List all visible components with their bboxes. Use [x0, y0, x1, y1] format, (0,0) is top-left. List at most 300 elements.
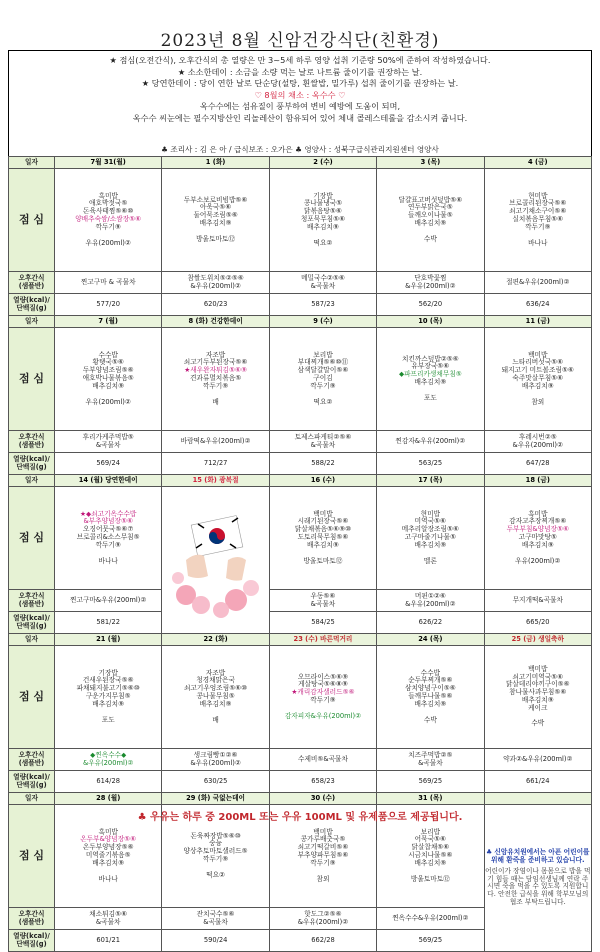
intro-desc-1: 옥수수에는 섬유질이 풍부하여 변비 예방에 도움이 되며, — [199, 101, 401, 111]
day-label: 14 (월) 당연한데이 — [78, 475, 138, 484]
menu-item: 순두부찌개⑤⑥ — [408, 676, 453, 685]
kcal-protein-cell: 647/28 — [484, 453, 591, 475]
menu-item: 메추리알장조림⑤⑥ — [401, 525, 459, 534]
menu-item: 온두부&양념장⑤⑥ — [80, 835, 137, 844]
snack-text: 우동⑤⑥ &곡물차 — [310, 591, 336, 608]
lunch-cell — [162, 169, 269, 272]
menu-item: 구이김 — [313, 374, 333, 383]
menu-item: 배추김치⑨ — [92, 381, 125, 390]
row-label-kcal: 열량(kcal)/ 단백질(g) — [9, 453, 55, 475]
menu-item: 수박 — [423, 715, 437, 724]
menu-item: 미역줄기볶음⑤ — [85, 851, 131, 860]
menu-item: 콩나물무침⑤ — [196, 692, 235, 701]
day-header — [162, 316, 269, 328]
day-label: 22 (화) — [203, 634, 228, 643]
snack-text: 참쌀도위치⑤②⑤⑥ &우유(200ml)② — [187, 273, 244, 290]
lunch-cell — [162, 328, 269, 431]
snack-cell — [377, 908, 484, 930]
menu-item: 현미밥 — [528, 191, 548, 200]
menu-item: 돼지고기 미트볼조림⑤⑥ — [501, 366, 574, 375]
snack-text: 찐고구마&우유(200ml)② — [70, 595, 147, 604]
menu-item: 우유(200ml)② — [85, 397, 131, 406]
menu-item: 참나물사과무침⑤⑥ — [509, 688, 567, 697]
menu-item: 들깨무나물⑤⑥ — [408, 692, 453, 701]
menu-item: 애호박나물볶음⑤ — [82, 374, 134, 383]
day-header — [55, 316, 162, 328]
menu-item: 수박 — [423, 234, 437, 243]
menu-item: 온두부양념장⑤⑥ — [82, 843, 134, 852]
snack-text: 찐감자&우유(200ml)② — [395, 436, 466, 445]
menu-item: 두부소보로비빔밥⑤⑥ — [183, 195, 248, 204]
menu-item: 애호박젓국⑤ — [89, 199, 128, 208]
menu-item: 떡요② — [206, 870, 226, 879]
menu-item: 깍두기⑨ — [95, 222, 121, 231]
row-label-kcal: 열량(kcal)/ 단백질(g) — [9, 930, 55, 952]
menu-item: 방울토마토⑫ — [410, 874, 450, 883]
snack-text: 후레시번②⑤ &우유(200ml)② — [512, 432, 564, 449]
menu-item: ◆파프리카생채무침⑤ — [398, 370, 462, 379]
row-label-kcal: 열량(kcal)/ 단백질(g) — [9, 294, 55, 316]
kcal-protein-cell: 636/24 — [484, 294, 591, 316]
lunch-cell — [55, 487, 162, 590]
menu-item: 숙주맛살무침⑤⑥ — [512, 374, 564, 383]
kcal-protein-cell: 584/25 — [269, 612, 376, 634]
menu-item: 방울토마토⑫ — [303, 556, 343, 565]
day-label: 29 (화) 국없는데이 — [186, 793, 245, 802]
day-header — [269, 634, 376, 646]
day-label: 9 (수) — [313, 316, 333, 325]
snack-cell — [377, 272, 484, 294]
lunch-cell — [484, 646, 591, 749]
day-header — [484, 316, 591, 328]
menu-item: 도토리묵무침⑤⑥ — [297, 533, 349, 542]
menu-item: 파채돼지불고기⑤⑥⑩ — [76, 684, 140, 693]
day-header — [377, 157, 484, 169]
menu-item: 아욱국⑤⑥ — [199, 203, 232, 212]
menu-item: 닭살채볶음⑤⑥⑨⑩ — [294, 525, 352, 534]
snack-text: 절편&우유(200ml)② — [506, 277, 570, 286]
day-label: 3 (목) — [420, 157, 441, 166]
day-header — [269, 316, 376, 328]
menu-item: 실치볶음무침⑤⑥ — [512, 215, 564, 224]
snack-cell — [55, 749, 162, 771]
menu-item: 백미밥 — [313, 827, 333, 836]
menu-item: 부추양파무침⑤⑥ — [297, 851, 349, 860]
lunch-cell — [484, 328, 591, 431]
snack-cell — [162, 908, 269, 930]
menu-item: 쇠고기우엉조림⑤⑥⑩ — [183, 684, 248, 693]
kcal-protein-cell: 620/23 — [162, 294, 269, 316]
milk-footer-note: ♣ 우유는 하루 중 200ML 또는 우유 100ML 및 유제품으로 제공됩니다. — [137, 812, 463, 823]
snack-cell — [269, 908, 376, 930]
menu-item: 들깨오이나물⑤ — [407, 211, 453, 220]
menu-item: 미역국⑤⑥ — [414, 517, 447, 526]
lunch-cell — [55, 169, 162, 272]
day-header — [269, 157, 376, 169]
lunch-cell — [269, 328, 376, 431]
snack-cell — [162, 272, 269, 294]
menu-item: 연두부맑은국⑤ — [407, 203, 453, 212]
snack-text: 약과②&우유(200ml)② — [503, 754, 573, 763]
vegetable-theme: ♡ 8월의 채소 : 옥수수 ♡ — [254, 89, 346, 100]
menu-item: 돈육사태찜⑤⑥⑩ — [83, 207, 134, 216]
menu-item: 청포묵무침⑤⑥ — [300, 215, 346, 224]
snack-cell — [162, 749, 269, 771]
menu-item: 배추김치⑨ — [307, 222, 339, 231]
lunch-cell — [269, 169, 376, 272]
menu-item: 쇠고기채소구이⑤⑥ — [509, 207, 567, 216]
menu-item: 수수밥 — [420, 668, 441, 677]
row-label-snack: 오후간식 (샘플반) — [9, 272, 55, 294]
kcal-protein-cell: 569/25 — [377, 930, 484, 952]
lunch-cell — [377, 328, 484, 431]
menu-item: 깍두기⑨ — [310, 696, 336, 704]
day-label: 1 (화) — [205, 157, 226, 166]
menu-item: 배추김치⑨ — [521, 540, 554, 549]
day-header — [162, 157, 269, 169]
snack-text: 후리가케주먹밥⑤ &곡물차 — [82, 432, 134, 449]
menu-item: 기장밥 — [98, 668, 118, 677]
row-label-lunch: 점 심 — [9, 487, 55, 590]
menu-item: ★◆쇠고기옥수수밥 — [80, 509, 137, 518]
menu-item: 양상추토마토샐러드⑤ — [183, 847, 248, 856]
lunch-cell — [484, 487, 591, 590]
snack-cell — [55, 908, 162, 930]
lunch-cell — [377, 169, 484, 272]
lunch-cell — [269, 646, 376, 749]
menu-item: 수박 — [531, 719, 545, 728]
day-label: 30 (수) — [310, 793, 336, 802]
lunch-cell — [162, 487, 269, 634]
day-header — [484, 634, 591, 646]
menu-item: 콩나물냉국⑤ — [303, 199, 343, 208]
menu-item: 자조밥 — [205, 350, 226, 359]
snack-cell — [55, 272, 162, 294]
kcal-protein-cell: 626/22 — [377, 612, 484, 634]
day-label: 10 (목) — [418, 316, 443, 325]
menu-item: 바나나 — [528, 238, 548, 247]
menu-item: 배추김치⑨ — [199, 699, 232, 708]
menu-item: 느타리버섯국⑤⑥ — [512, 358, 564, 367]
menu-item: 두부양념조림⑤⑥ — [82, 366, 134, 375]
lunch-cell — [377, 646, 484, 749]
menu-item: 깍두기⑨ — [310, 381, 336, 390]
snack-text: 토제스파게티②⑤⑥ &곡물차 — [294, 432, 352, 449]
menu-item: 닭볶음탕⑤⑥ — [304, 207, 342, 216]
row-label-lunch: 점 심 — [9, 646, 55, 749]
menu-item: 어묵국⑤⑥ — [414, 835, 447, 844]
day-label: 8 (화) 건강한데이 — [188, 316, 243, 325]
snack-text: 잔치국수⑤⑥ &곡물차 — [196, 909, 235, 926]
kcal-protein-cell: 581/22 — [55, 612, 162, 634]
menu-item — [377, 868, 483, 876]
day-header — [162, 634, 269, 646]
menu-item: 깍두기⑨ — [202, 855, 229, 863]
menu-item: 우유(200ml)② — [515, 556, 561, 565]
menu-item: 배추김치⑨ — [521, 696, 554, 704]
korean-flag-icon — [166, 500, 266, 620]
row-label-date: 일자 — [9, 793, 55, 805]
menu-item: 견과류멸치볶음⑤ — [189, 374, 242, 383]
menu-item: 백미밥 — [313, 509, 333, 518]
row-label-snack: 오후간식 (샘플반) — [9, 431, 55, 453]
menu-item: 게살탕국⑤⑥⑧⑨ — [298, 680, 348, 689]
menu-item: 배추김치⑨ — [92, 699, 125, 708]
menu-item: 브로콜리된장국⑤⑥ — [509, 199, 567, 208]
lunch-cell — [162, 646, 269, 749]
menu-item: 멜론 — [423, 556, 437, 565]
kcal-protein-cell: 577/20 — [55, 294, 162, 316]
day-label: 7 (월) — [98, 316, 118, 325]
menu-item: 삼치양념구이⑤⑥ — [404, 684, 456, 693]
menu-item: 닭살찹채⑤⑥ — [411, 843, 450, 852]
menu-item: 바나나 — [98, 556, 118, 565]
day-header — [55, 793, 162, 805]
day-header — [269, 475, 376, 487]
day-label: 2 (수) — [313, 157, 333, 166]
menu-item: 케이크 — [528, 703, 548, 712]
day-label: 25 (금) 생일축하 — [511, 634, 564, 643]
snack-text: 무지개떡&곡물차 — [512, 595, 563, 604]
lunch-cell — [377, 487, 484, 590]
day-label: 7월 31(월) — [90, 157, 126, 166]
snack-text: 바람떡&우유(200ml)② — [180, 436, 251, 445]
snack-cell — [55, 431, 162, 453]
menu-item: 부대찌개⑤⑥⑩⑪ — [297, 358, 349, 367]
day-header — [55, 157, 162, 169]
menu-item: 치킨까스덮밥②⑤⑥ — [401, 354, 459, 363]
menu-item: 쇠고기미역국⑤⑥ — [512, 672, 564, 681]
menu-item: 기장밥 — [313, 191, 333, 200]
menu-item: 배추김치⑨ — [199, 219, 232, 227]
day-label: 28 (월) — [96, 793, 121, 802]
menu-item: 현미밥 — [420, 509, 441, 518]
menu-item: 배추김치⑨ — [92, 858, 125, 867]
menu-item: 쇠고기두부된장국⑤⑥ — [183, 358, 248, 367]
liberation-day-illustration — [162, 500, 268, 620]
menu-item: 오징어뭇국⑤⑥⑦ — [83, 525, 134, 534]
menu-item: 보리밥 — [420, 827, 441, 836]
snack-cell — [55, 590, 162, 612]
menu-item: 시금치나물⑤⑥ — [408, 851, 453, 860]
snack-text: 핫도그②⑤⑥ &우유(200ml)② — [297, 909, 349, 926]
page-title: 2023년 8월 신암건강식단(친환경) — [160, 31, 440, 51]
row-label-date: 일자 — [9, 157, 55, 169]
lunch-cell — [55, 646, 162, 749]
snack-cell — [484, 590, 591, 612]
menu-item: 배추김치⑨ — [521, 381, 554, 390]
lunch-cell — [269, 487, 376, 590]
snack-cell — [484, 749, 591, 771]
menu-item: 시래기된장국⑤⑥ — [297, 517, 349, 526]
menu-item: 배추김치⑨ — [414, 540, 447, 549]
menu-item: 배 — [212, 715, 219, 724]
menu-item: 오므라이스⑤⑥⑨ — [297, 672, 349, 681]
kcal-protein-cell: 614/28 — [55, 771, 162, 793]
menu-item: 감자고추장찌개⑤⑥ — [509, 517, 567, 526]
menu-item: 깍두기⑨ — [525, 222, 551, 231]
kcal-protein-cell: 562/20 — [377, 294, 484, 316]
day-header — [377, 475, 484, 487]
day-header — [377, 634, 484, 646]
snack-cell — [377, 749, 484, 771]
menu-item: 배 — [212, 397, 219, 406]
snack-text: 찐옥수수&우유(200ml)② — [392, 913, 469, 922]
intro-desc-2: 옥수수 씨눈에는 필수지방산인 리놀레산이 함유되어 있어 체내 콜레스테롤을 감소시켜 줍니다. — [132, 112, 468, 123]
day-label: 16 (수) — [310, 475, 336, 484]
day-header — [55, 634, 162, 646]
day-label: 4 (금) — [528, 157, 548, 166]
row-label-snack: 오후간식 (샘플반) — [9, 749, 55, 771]
snack-cell — [269, 590, 376, 612]
day-label: 21 (월) — [96, 634, 121, 643]
day-label: 18 (금) — [525, 475, 550, 484]
menu-item: 백미밥 — [528, 350, 548, 359]
menu-item: &부추양념장⑤⑥ — [83, 517, 133, 526]
snack-text: 메밀국수②⑤⑥ &곡물차 — [301, 273, 345, 290]
menu-item: 배추김치⑨ — [307, 540, 339, 549]
day-label: 11 (금) — [525, 316, 550, 325]
row-label-lunch: 점 심 — [9, 328, 55, 431]
kcal-protein-cell: 665/20 — [484, 612, 591, 634]
day-header — [377, 316, 484, 328]
row-label-lunch: 점 심 — [9, 169, 55, 272]
menu-item: 두부부침&양념장⑤⑥ — [506, 525, 569, 534]
row-label-kcal: 열량(kcal)/ 단백질(g) — [9, 612, 55, 634]
menu-item: 배추김치⑨ — [414, 378, 447, 386]
row-label-date: 일자 — [9, 634, 55, 646]
day-label: 15 (화) 광복절 — [192, 475, 239, 484]
day-header — [55, 475, 162, 487]
snack-text: 수제비⑤&곡물차 — [297, 754, 348, 763]
menu-item: 유부장국⑤⑥ — [411, 362, 450, 371]
menu-item: 떡요② — [313, 238, 333, 247]
menu-item: 달걀표고버섯덮밥⑤⑥ — [398, 195, 463, 204]
day-label: 24 (목) — [418, 634, 443, 643]
menu-item: 숭늉 — [209, 839, 223, 848]
day-header — [269, 793, 376, 805]
notice-body: 어린이가 장염이나 몸몸으로 밥을 먹기 힘들 때는 담임선생님께 연락 주시면 죽을 먹을 수 있도록 지원합니다. 안전한 급식을 위해 학부모님의 협조 부탁드립니다. — [485, 866, 591, 907]
snack-cell — [484, 431, 591, 453]
menu-item: 방울토마토⑫ — [196, 234, 236, 243]
menu-item: 우유(200ml)② — [85, 238, 131, 247]
menu-item: 포도 — [101, 715, 115, 724]
day-header — [162, 475, 269, 487]
menu-item: ★새우완자튀김⑤⑥⑨ — [184, 366, 247, 375]
kcal-protein-cell: 590/24 — [162, 930, 269, 952]
day-label: 17 (목) — [418, 475, 443, 484]
menu-item: ★캐릭감자샐러드⑤⑥ — [291, 688, 355, 697]
menu-item: 삼색달걀말이⑤⑥ — [297, 366, 349, 375]
menu-item — [270, 868, 376, 876]
snack-text: 생크림빵①②⑥ &우유(200ml)② — [190, 750, 241, 767]
row-label-snack: 오후간식 (샘플반) — [9, 590, 55, 612]
day-label: 31 (목) — [418, 793, 443, 802]
menu-item: 돈육짜장밥⑤⑥⑩ — [190, 831, 241, 840]
menu-item: 흑미밥 — [98, 827, 118, 836]
intro-line-2: ★ 소소한데이 : 소금을 소량 먹는 날로 나트륨 줄이기를 권장하는 날. — [177, 66, 423, 77]
menu-item: 백미밥 — [528, 664, 548, 673]
menu-item: 고구마맛탕⑤ — [518, 533, 557, 542]
menu-item: 깍두기⑨ — [310, 858, 336, 867]
day-header — [162, 793, 269, 805]
snack-cell — [269, 431, 376, 453]
kcal-protein-cell: 587/23 — [269, 294, 376, 316]
kcal-protein-cell: 658/23 — [269, 771, 376, 793]
menu-item: 참외 — [531, 397, 545, 406]
sick-child-notice — [484, 805, 591, 952]
menu-item: 참외 — [316, 874, 330, 883]
snack-cell — [269, 272, 376, 294]
snack-cell — [484, 272, 591, 294]
lunch-cell — [55, 328, 162, 431]
menu-item: 건새우된장국⑤⑥ — [82, 676, 134, 685]
menu-item: 청경채맑은국 — [196, 676, 235, 685]
menu-item: 콩가루배춧국⑤ — [300, 835, 346, 844]
kcal-protein-cell: 630/25 — [162, 771, 269, 793]
row-label-kcal: 열량(kcal)/ 단백질(g) — [9, 771, 55, 793]
menu-item: 수수밥 — [98, 350, 118, 359]
menu-item: 보리밥 — [313, 350, 333, 359]
kcal-protein-cell: 569/24 — [55, 453, 162, 475]
snack-cell — [377, 431, 484, 453]
menu-item: 양배추숙쌈/소쌈장⑤⑥ — [75, 215, 142, 224]
snack-cell — [377, 590, 484, 612]
notice-heading: ♣ 신암유치원에서는 아픈 어린이를 위해 환죽을 준비하고 있습니다. — [486, 848, 590, 864]
kcal-protein-cell: 712/27 — [162, 453, 269, 475]
day-header — [484, 475, 591, 487]
menu-item: 흑미밥 — [98, 191, 118, 200]
snack-text: 찐고구마 & 곡물차 — [80, 277, 136, 286]
menu-item: 감자피자&우유(200ml)② — [284, 711, 362, 720]
menu-item: 포도 — [423, 393, 437, 402]
menu-item: 깍두기⑨ — [202, 381, 229, 390]
row-label-lunch: 점 심 — [9, 805, 55, 908]
day-header — [377, 793, 484, 805]
kcal-protein-cell: 662/28 — [269, 930, 376, 952]
day-header — [484, 793, 591, 805]
menu-table — [8, 156, 592, 952]
kcal-protein-cell: 588/22 — [269, 453, 376, 475]
row-label-date: 일자 — [9, 475, 55, 487]
menu-item: 깍두기⑨ — [95, 540, 121, 549]
menu-item: 구운가지무침⑤ — [85, 692, 131, 701]
intro-line-1: ★ 점심(오전간식), 오후간식의 총 열량은 만 3~5세 하루 영양 섭취 기준량 50%에 준하여 작성하였습니다. — [109, 55, 491, 65]
snack-text: 채소튀김⑤⑥ &곡물차 — [89, 909, 128, 926]
snack-text: 치즈주먹밥②⑤ &곡물차 — [408, 750, 453, 767]
menu-item: 둘어묵조림⑤⑥ — [193, 211, 238, 220]
menu-item: 떡요② — [313, 397, 333, 406]
kcal-protein-cell: 601/21 — [55, 930, 162, 952]
snack-cell — [162, 431, 269, 453]
kcal-protein-cell: 661/24 — [484, 771, 591, 793]
menu-item: 닭살데리야끼구이⑤⑥ — [505, 680, 570, 689]
menu-item: 황탯국⑤⑥ — [92, 358, 124, 367]
menu-item: 배추김치⑨ — [414, 219, 447, 227]
kcal-protein-cell: 563/25 — [377, 453, 484, 475]
menu-item — [162, 864, 268, 872]
row-label-date: 일자 — [9, 316, 55, 328]
snack-text: ◆찐옥수수◆ &우유(200ml)② — [82, 750, 134, 767]
menu-item: 쇠고기떡갈비⑤⑥ — [297, 843, 349, 852]
kcal-protein-cell: 569/25 — [377, 771, 484, 793]
day-header — [484, 157, 591, 169]
menu-item: 자조밥 — [205, 668, 226, 677]
row-label-snack: 오후간식 (샘플반) — [9, 908, 55, 930]
menu-item: 고구마줄기나물⑤ — [404, 533, 456, 542]
menu-item: 바나나 — [98, 874, 118, 883]
snack-text: 머핀①②⑥ &우유(200ml)② — [405, 591, 456, 608]
